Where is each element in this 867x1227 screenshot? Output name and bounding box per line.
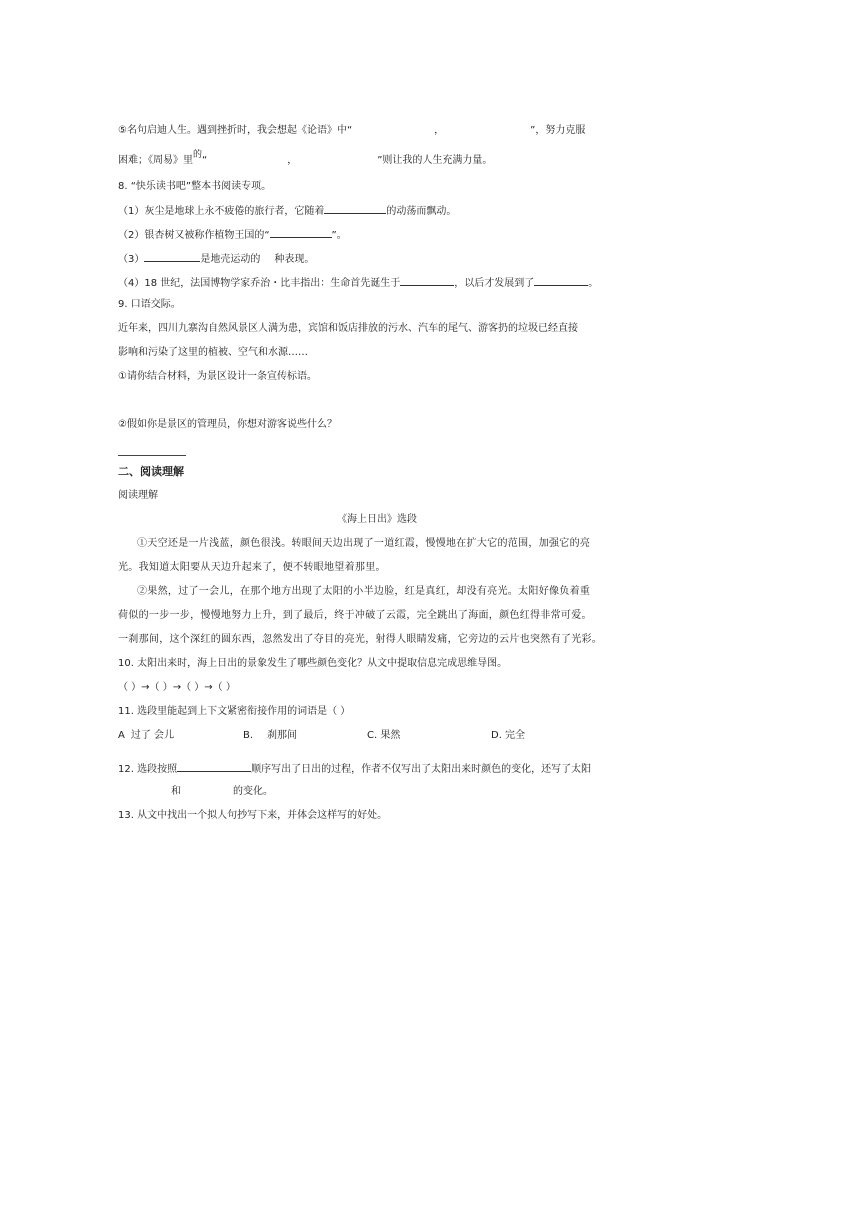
q7-line-1: ⑤名句启迪人生。遇到挫折时，我会想起《论语》中“ ， ”，努力克服: [118, 125, 586, 136]
section-divider: [118, 455, 186, 456]
q10-title: 10. 太阳出来时，海上日出的景象发生了哪些颜色变化？从文中提取信息完成思维导图。: [118, 658, 508, 669]
q9-sub-2: ②假如你是景区的管理员，你想对游客说些什么？: [118, 419, 337, 430]
answer-blank[interactable]: [144, 251, 200, 262]
passage-line: ①天空还是一片浅蓝，颜色很浅。转眼间天边出现了一道红霞，慢慢地在扩大它的范围，加强它的亮: [137, 538, 591, 549]
q11-option-a[interactable]: A 过了 会儿: [118, 730, 175, 741]
q12-line-2: 和 的变化。: [171, 786, 273, 797]
answer-blank[interactable]: [270, 227, 332, 238]
q11-option-c[interactable]: C. 果然: [367, 730, 401, 741]
q11-title: 11. 选段里能起到上下文紧密衔接作用的词语是（ ）: [118, 706, 351, 717]
q13-title: 13. 从文中找出一个拟人句抄写下来，并体会这样写的好处。: [118, 810, 388, 821]
q9-para-1: 近年来，四川九寨沟自然风景区人满为患，宾馆和饭店排放的污水、汽车的尾气、游客扔的垃圾已经直接: [118, 323, 578, 334]
answer-blank[interactable]: [400, 275, 454, 286]
q9-para-2: 影响和污染了这里的植被、空气和水源……: [118, 347, 308, 358]
answer-blank[interactable]: [534, 275, 588, 286]
section-label: 阅读理解: [118, 490, 158, 501]
q7-line-2: 困难；《周易》里的“ ， ”则让我的人生充满力量。: [118, 150, 493, 166]
section-heading: 二、阅读理解: [118, 465, 184, 478]
q9-sub-1: ①请你结合材料，为景区设计一条宣传标语。: [118, 371, 317, 382]
q11-option-b[interactable]: B. 刹那间: [243, 730, 298, 741]
q8-item-4: （4）18 世纪，法国博物学家乔治・比丰指出：生命首先诞生于 ，以后才发展到了 。: [118, 275, 598, 291]
q12-line-1: 12. 选段按照 顺序写出了日出的过程，作者不仅写出了太阳出来时颜色的变化，还写了太阳: [118, 761, 591, 777]
passage-line: 光。我知道太阳要从天边升起来了，便不转眼地望着那里。: [118, 562, 386, 573]
q11-option-d[interactable]: D. 完全: [491, 730, 526, 741]
passage-line: 一刹那间，这个深红的圆东西，忽然发出了夺目的亮光，射得人眼睛发痛，它旁边的云片也突然有了光彩。: [118, 634, 603, 645]
passage-line: ②果然，过了一会儿，在那个地方出现了太阳的小半边脸，红是真红，却没有亮光。太阳好像负着重: [137, 586, 591, 597]
q8-item-2: （2）银杏树又被称作植物王国的“ ”。: [118, 227, 347, 243]
passage-title: 《海上日出》选段: [337, 514, 417, 525]
q9-title: 9. 口语交际。: [118, 299, 181, 310]
answer-blank[interactable]: [324, 203, 386, 214]
q10-chain[interactable]: （ ）→（ ）→（ ）→（ ）: [118, 682, 236, 693]
passage-line: 荷似的一步一步，慢慢地努力上升，到了最后，终于冲破了云霞，完全跳出了海面，颜色红得非常可爱。: [118, 610, 592, 621]
q8-item-1: （1）灰尘是地球上永不疲倦的旅行者，它随着 的动荡而飘动。: [118, 203, 456, 219]
answer-blank[interactable]: [177, 761, 251, 772]
q8-title: 8. “快乐读书吧”整本书阅读专项。: [118, 181, 272, 192]
q8-item-3: （3） 是地壳运动的 种表现。: [118, 251, 314, 267]
